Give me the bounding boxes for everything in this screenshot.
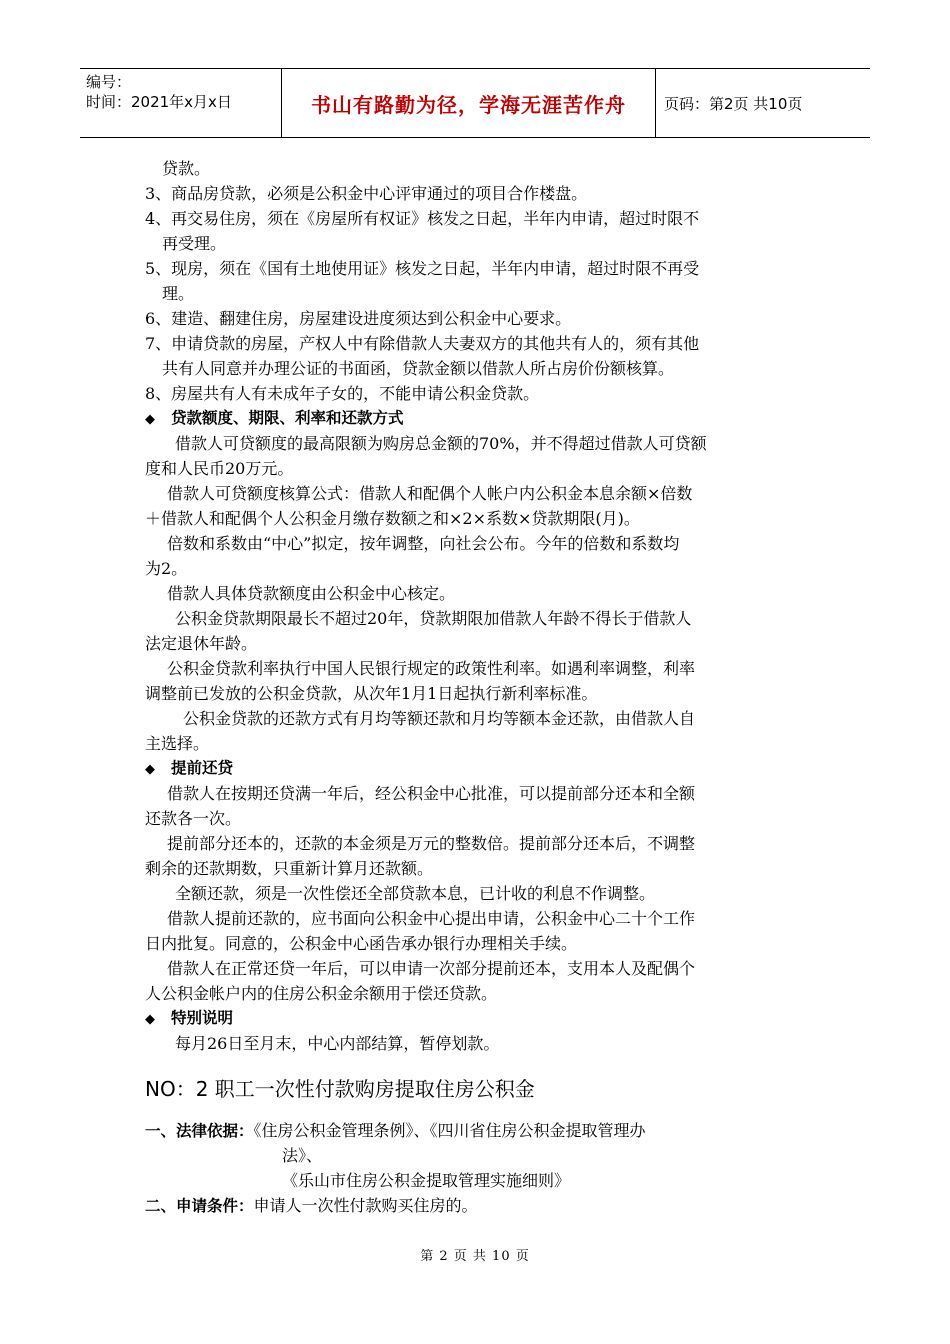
text-line: 借款人可贷额度的最高限额为购房总金额的70%，并不得超过借款人可贷额 [175,434,707,453]
text-line: 3、商品房贷款，必须是公积金中心评审通过的项目合作楼盘。 [145,184,588,203]
diamond-bullet-icon: ◆ [145,762,155,777]
conditions-text: 申请人一次性付款购买住房的。 [253,1196,478,1215]
text-line: 公积金贷款利率执行中国人民银行规定的政策性利率。如遇利率调整，利率 [167,659,696,678]
text-line: 借款人在按期还贷满一年后，经公积金中心批准，可以提前部分还本和全额 [167,784,696,803]
conditions-label: 二、申请条件： [145,1197,254,1215]
text-line: 人公积金帐户内的住房公积金余额用于偿还贷款。 [145,984,498,1003]
text-line: 《乐山市住房公积金提取管理实施细则》 [282,1171,571,1190]
text-line: 主选择。 [145,734,210,753]
header-page-label: 页码：第2页 共10页 [664,94,803,113]
text-line: 借款人可贷额度核算公式：借款人和配偶个人帐户内公积金本息余额×倍数 [167,484,693,503]
section-heading-text: 贷款额度、期限、利率和还款方式 [171,409,404,427]
text-line: 公积金贷款的还款方式有月均等额还款和月均等额本金还款，由借款人自 [183,709,696,728]
section-heading-text: 特别说明 [171,1009,234,1027]
header-motto: 书山有路勤为径，学海无涯苦作舟 [282,69,656,137]
text-line: 日内批复。同意的，公积金中心函告承办银行办理相关手续。 [145,934,578,953]
text-line: 借款人具体贷款额度由公积金中心核定。 [167,584,456,603]
diamond-bullet-icon: ◆ [145,1012,155,1027]
text-line: 借款人提前还款的，应书面向公积金中心提出申请，公积金中心二十个工作 [167,909,696,928]
text-line: 贷款。 [162,159,211,178]
text-line: 理。 [162,284,195,303]
legal-basis-line [145,1118,810,1143]
section-heading-text: 提前还贷 [171,759,234,777]
text-line: 为2。 [145,559,188,578]
legal-basis-label: 一、法律依据： [145,1122,254,1140]
text-line: ＋借款人和配偶个人公积金月缴存数额之和×2×系数×贷款期限(月)。 [145,509,640,528]
header-info-cell [80,69,282,137]
text-line: 借款人在正常还贷一年后，可以申请一次部分提前还本，支用本人及配偶个 [167,959,696,978]
diamond-bullet-icon: ◆ [145,412,155,427]
page-header [80,68,870,138]
text-line: 法定退休年龄。 [145,634,258,653]
header-number-label: 编号： [86,73,132,91]
section-heading-prepayment [145,756,810,781]
page-footer: 第 2 页 共 10 页 [420,1249,530,1264]
item-title: NO：2 职工一次性付款购房提取住房公积金 [145,1077,535,1101]
legal-basis-text: 《住房公积金管理条例》、《四川省住房公积金提取管理办 [253,1121,646,1140]
section-heading-special-note [145,1006,810,1031]
header-time-label: 时间：2021年x月x日 [86,93,232,111]
text-line: 调整前已发放的公积金贷款，从次年1月1日起执行新利率标准。 [145,684,598,703]
text-line: 再受理。 [162,234,227,253]
conditions-line [145,1193,810,1218]
text-line: 每月26日至月末，中心内部结算，暂停划款。 [175,1034,500,1053]
text-line: 5、现房，须在《国有土地使用证》核发之日起，半年内申请，超过时限不再受 [145,259,700,278]
text-line: 法》、 [282,1146,323,1165]
text-line: 度和人民币20万元。 [145,459,294,478]
text-line: 7、申请贷款的房屋，产权人中有除借款人夫妻双方的其他共有人的，须有其他 [145,334,700,353]
text-line: 公积金贷款期限最长不超过20年，贷款期限加借款人年龄不得长于借款人 [175,609,692,628]
section-heading-loan-terms [145,406,810,431]
text-line: 8、房屋共有人有未成年子女的，不能申请公积金贷款。 [145,384,540,403]
text-line: 共有人同意并办理公证的书面函，贷款金额以借款人所占房价份额核算。 [162,359,675,378]
document-body [145,156,810,1218]
text-line: 提前部分还本的，还款的本金须是万元的整数倍。提前部分还本后，不调整 [167,834,696,853]
text-line: 全额还款，须是一次性偿还全部贷款本息，已计收的利息不作调整。 [175,884,656,903]
text-line: 还款各一次。 [145,809,242,828]
text-line: 6、建造、翻建住房，房屋建设进度须达到公积金中心要求。 [145,309,572,328]
text-line: 4、再交易住房，须在《房屋所有权证》核发之日起，半年内申请，超过时限不 [145,209,700,228]
text-line: 剩余的还款期数，只重新计算月还款额。 [145,859,434,878]
text-line: 倍数和系数由“中心”拟定，按年调整，向社会公布。今年的倍数和系数均 [167,534,680,553]
